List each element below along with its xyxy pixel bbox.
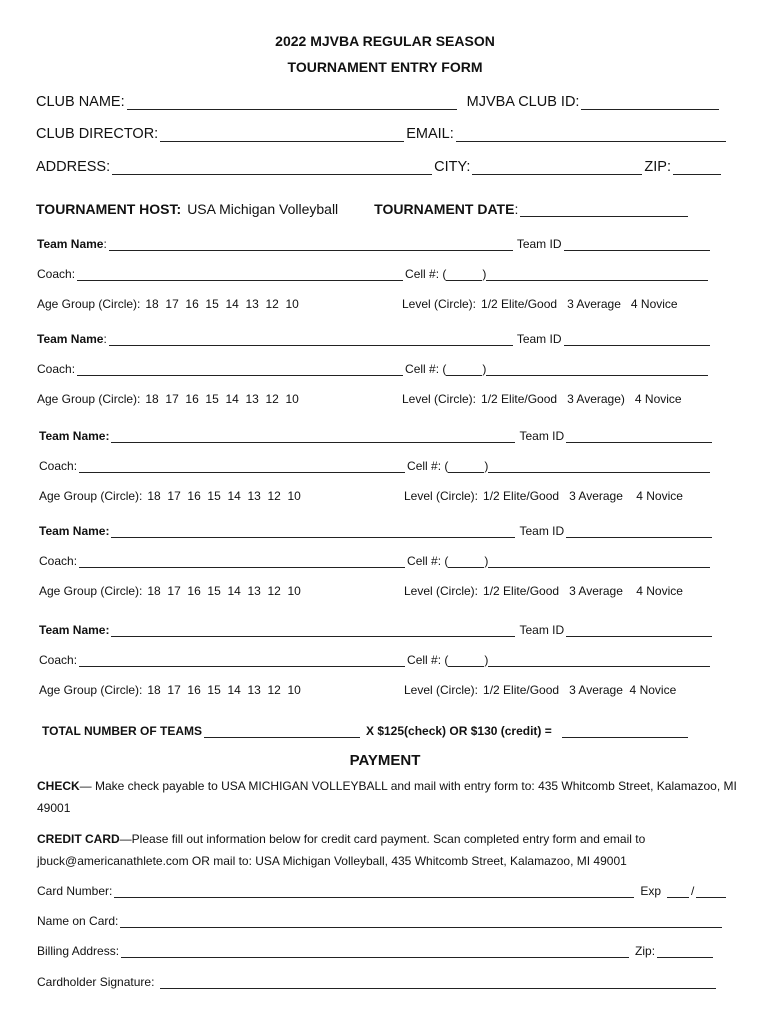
tournament-date-field[interactable] [520,202,688,217]
coach-label: Coach: [39,653,78,667]
team-id-field[interactable] [566,523,712,538]
age-group-row [37,392,299,406]
team-name-row [37,331,712,346]
credit-card-text: —Please fill out information below for credit card payment. Scan completed entry form and email to jbuck@americanathlete.com OR mail to: USA Michigan Volleyball, 435 Whitcomb Street, Kalamazoo, MI 49001 [37,832,646,868]
level-options[interactable]: 1/2 Elite/Good 3 Average 4 Novice [483,584,683,598]
age-group-row [39,489,301,503]
team-id-label: Team ID [516,237,562,251]
coach-row [37,266,708,281]
total-row [42,723,690,738]
club-name-field[interactable] [127,95,457,110]
level-options[interactable]: 1/2 Elite/Good 3 Average 4 Novice [483,489,683,503]
cell-area-code-field[interactable] [448,458,484,473]
age-group-label: Age Group (Circle): [39,584,143,598]
email-label: EMAIL: [406,126,454,142]
cell-area-code-field[interactable] [446,266,482,281]
level-row [402,297,678,311]
team-id-field[interactable] [566,622,712,637]
team-name-field[interactable] [111,622,515,637]
club-director-label: CLUB DIRECTOR: [36,126,159,142]
cell-paren: ) [482,362,487,376]
cell-area-code-field[interactable] [448,652,484,667]
exp-label: Exp [640,884,662,898]
coach-label: Coach: [37,267,76,281]
coach-field[interactable] [77,361,403,376]
cell-number-field[interactable] [488,458,710,473]
exp-year-field[interactable] [696,883,726,898]
name-on-card-label: Name on Card: [37,914,119,928]
level-options[interactable]: 1/2 Elite/Good 3 Average) 4 Novice [481,392,682,406]
team-name-field[interactable] [111,428,515,443]
card-number-field[interactable] [114,883,634,898]
club-name-row [36,94,721,110]
level-row [404,489,683,503]
level-label: Level (Circle): [404,489,479,503]
level-options[interactable]: 1/2 Elite/Good 3 Average 4 Novice [481,297,678,311]
billing-address-label: Billing Address: [37,944,120,958]
cell-label: Cell #: ( [405,362,447,376]
coach-label: Coach: [39,459,78,473]
coach-field[interactable] [79,652,405,667]
tournament-date-colon: : [514,201,519,217]
cell-label: Cell #: ( [407,653,449,667]
cell-number-field[interactable] [486,266,708,281]
coach-row [39,652,710,667]
zip-field[interactable] [673,160,721,175]
coach-label: Coach: [37,362,76,376]
total-amount-field[interactable] [562,723,688,738]
signature-row [37,974,718,989]
check-label: CHECK [37,779,80,793]
coach-row [39,458,710,473]
team-name-field[interactable] [109,236,513,251]
name-on-card-field[interactable] [120,913,722,928]
age-group-label: Age Group (Circle): [37,297,141,311]
level-row [404,584,683,598]
address-label: ADDRESS: [36,159,111,175]
team-name-row [39,622,714,637]
team-name-field[interactable] [109,331,513,346]
address-row [36,159,723,175]
cardholder-signature-label: Cardholder Signature: [37,975,155,989]
club-id-field[interactable] [581,95,719,110]
coach-field[interactable] [79,553,405,568]
age-group-options[interactable]: 18 17 16 15 14 13 12 10 [147,584,301,598]
tournament-date-label: TOURNAMENT DATE [374,201,515,217]
total-teams-label: TOTAL NUMBER OF TEAMS [42,724,202,738]
credit-card-paragraph [37,828,737,872]
level-row [402,392,682,406]
age-group-label: Age Group (Circle): [37,392,141,406]
city-label: CITY: [434,159,471,175]
cell-label: Cell #: ( [407,459,449,473]
cell-label: Cell #: ( [405,267,447,281]
coach-field[interactable] [77,266,403,281]
tournament-host-label: TOURNAMENT HOST: [36,201,182,217]
team-name-field[interactable] [111,523,515,538]
age-group-options[interactable]: 18 17 16 15 14 13 12 10 [145,297,299,311]
team-name-colon: : [103,237,107,251]
team-id-label: Team ID [519,429,565,443]
billing-row [37,943,715,958]
team-name-row [39,523,714,538]
cell-area-code-field[interactable] [446,361,482,376]
level-label: Level (Circle): [402,297,477,311]
cell-paren: ) [484,554,489,568]
card-number-row [37,883,728,898]
coach-label: Coach: [39,554,78,568]
team-name-row [39,428,714,443]
cell-paren: ) [484,459,489,473]
level-label: Level (Circle): [404,584,479,598]
level-label: Level (Circle): [402,392,477,406]
card-number-label: Card Number: [37,884,113,898]
age-group-row [37,297,299,311]
age-group-options[interactable]: 18 17 16 15 14 13 12 10 [147,489,301,503]
team-id-label: Team ID [519,623,565,637]
team-name-label: Team Name: [39,623,110,637]
team-id-field[interactable] [564,331,710,346]
level-label: Level (Circle): [404,683,479,697]
email-field[interactable] [456,127,726,142]
age-group-label: Age Group (Circle): [39,683,143,697]
coach-field[interactable] [79,458,405,473]
check-text: — Make check payable to USA MICHIGAN VOLLEYBALL and mail with entry form to: 435 Whitcomb Street, Kalamazoo, MI 49001 [37,779,737,815]
team-name-label: Team Name: [39,429,110,443]
billing-zip-field[interactable] [657,943,713,958]
cell-number-field[interactable] [488,553,710,568]
level-options[interactable]: 1/2 Elite/Good 3 Average 4 Novice [483,683,677,697]
billing-address-field[interactable] [121,943,629,958]
team-id-field[interactable] [564,236,710,251]
team-name-label: Team Name [37,332,104,346]
form-title-line1: 2022 MJVBA REGULAR SEASON [275,33,495,49]
coach-row [37,361,708,376]
cell-paren: ) [482,267,487,281]
age-group-options[interactable]: 18 17 16 15 14 13 12 10 [145,392,299,406]
coach-row [39,553,710,568]
club-director-field[interactable] [160,127,404,142]
city-field[interactable] [472,160,642,175]
team-id-field[interactable] [566,428,712,443]
team-name-row [37,236,712,251]
fee-label: X $125(check) OR $130 (credit) = [366,724,552,738]
cell-number-field[interactable] [488,652,710,667]
tournament-host-value: USA Michigan Volleyball [187,201,339,217]
zip-label: ZIP: [644,159,671,175]
age-group-options[interactable]: 18 17 16 15 14 13 12 10 [147,683,301,697]
team-name-label: Team Name [37,237,104,251]
address-field[interactable] [112,160,432,175]
team-name-label: Team Name: [39,524,110,538]
club-id-label: MJVBA CLUB ID: [466,94,580,110]
age-group-row [39,584,301,598]
cardholder-signature-field[interactable] [160,974,716,989]
level-row [404,683,676,697]
cell-paren: ) [484,653,489,667]
cell-number-field[interactable] [486,361,708,376]
exp-separator: / [691,884,695,898]
payment-title: PAYMENT [349,752,421,769]
credit-card-label: CREDIT CARD [37,832,120,846]
team-id-label: Team ID [519,524,565,538]
total-teams-field[interactable] [204,723,360,738]
check-paragraph [37,775,737,819]
club-director-row [36,126,728,142]
exp-month-field[interactable] [667,883,689,898]
club-name-label: CLUB NAME: [36,94,125,110]
cell-area-code-field[interactable] [448,553,484,568]
tournament-row [36,201,690,217]
age-group-label: Age Group (Circle): [39,489,143,503]
team-name-colon: : [103,332,107,346]
billing-zip-label: Zip: [635,944,656,958]
age-group-row [39,683,301,697]
cell-label: Cell #: ( [407,554,449,568]
form-title-line2: TOURNAMENT ENTRY FORM [287,59,483,75]
name-on-card-row [37,913,724,928]
team-id-label: Team ID [516,332,562,346]
